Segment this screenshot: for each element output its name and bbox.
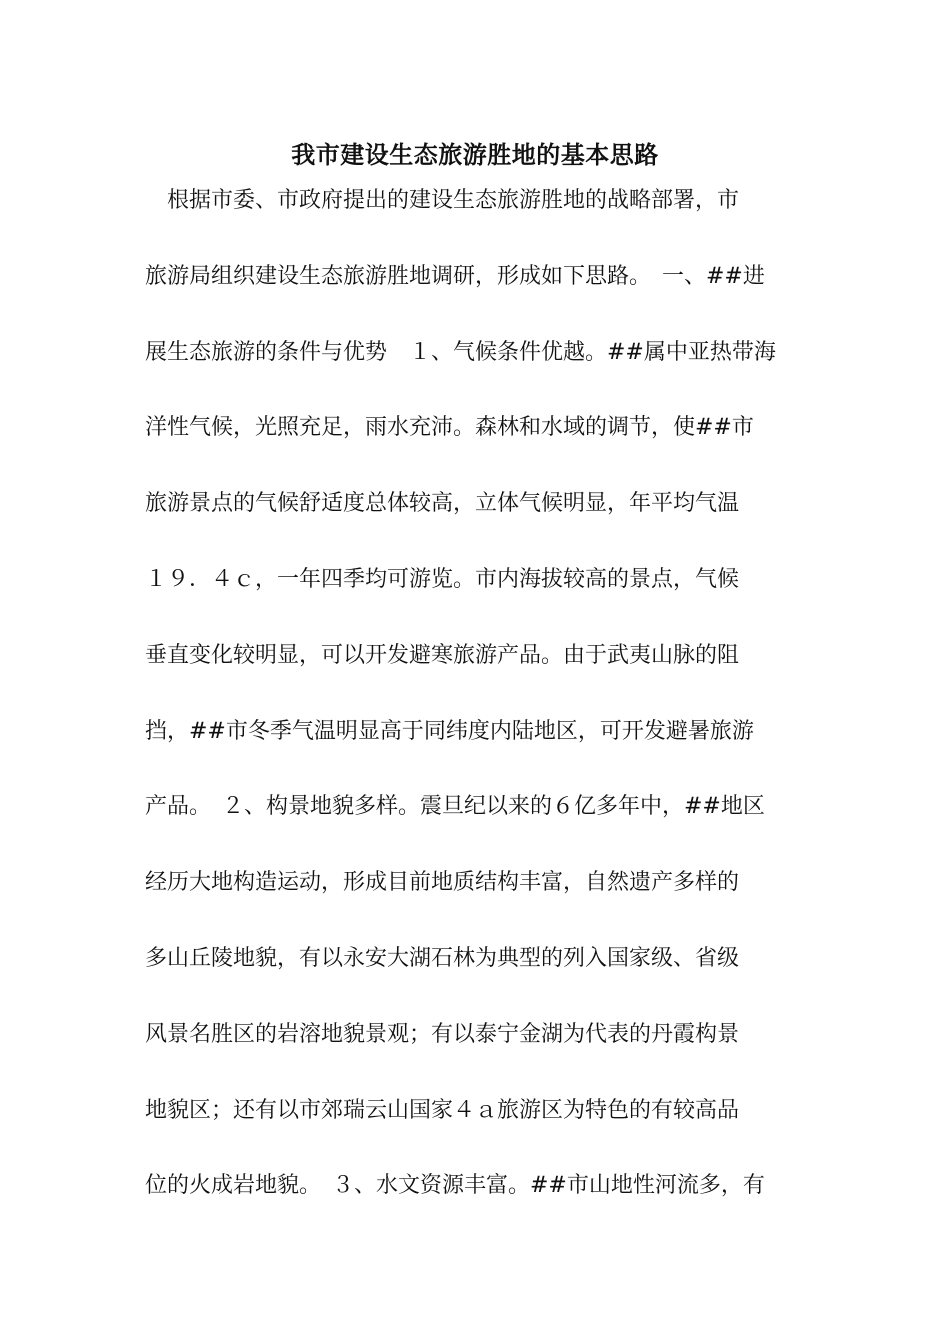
text-line-11: 多山丘陵地貌，有以永安大湖石林为典型的列入国家级、省级	[145, 945, 740, 971]
text-line-14: 位的火成岩地貌。 ３、水文资源丰富。##市山地性河流多，有	[145, 1173, 765, 1199]
text-line-2: 旅游局组织建设生态旅游胜地调研，形成如下思路。 一、##进	[145, 263, 765, 289]
text-line-13: 地貌区；还有以市郊瑞云山国家４ａ旅游区为特色的有较高品	[145, 1097, 740, 1123]
text-line-8: 挡，##市冬季气温明显高于同纬度内陆地区，可开发避暑旅游	[145, 718, 754, 744]
text-line-12: 风景名胜区的岩溶地貌景观；有以泰宁金湖为代表的丹霞构景	[145, 1021, 740, 1047]
text-line-5: 旅游景点的气候舒适度总体较高，立体气候明显，年平均气温	[145, 491, 740, 517]
text-line-9: 产品。 ２、构景地貌多样。震旦纪以来的６亿多年中，##地区	[145, 794, 765, 820]
text-line-1: 根据市委、市政府提出的建设生态旅游胜地的战略部署，市	[145, 188, 740, 213]
body-paragraph	[145, 186, 810, 1247]
text-line-3: 展生态旅游的条件与优势 １、气候条件优越。##属中亚热带海	[145, 339, 776, 365]
text-line-4: 洋性气候，光照充足，雨水充沛。森林和水域的调节，使##市	[145, 415, 754, 441]
text-line-10: 经历大地构造运动，形成目前地质结构丰富，自然遗产多样的	[145, 870, 740, 896]
document-title: 我市建设生态旅游胜地的基本思路	[291, 140, 659, 169]
text-line-6: １９．４ｃ，一年四季均可游览。市内海拔较高的景点，气候	[145, 566, 740, 592]
text-line-7: 垂直变化较明显，可以开发避寒旅游产品。由于武夷山脉的阻	[145, 642, 740, 668]
